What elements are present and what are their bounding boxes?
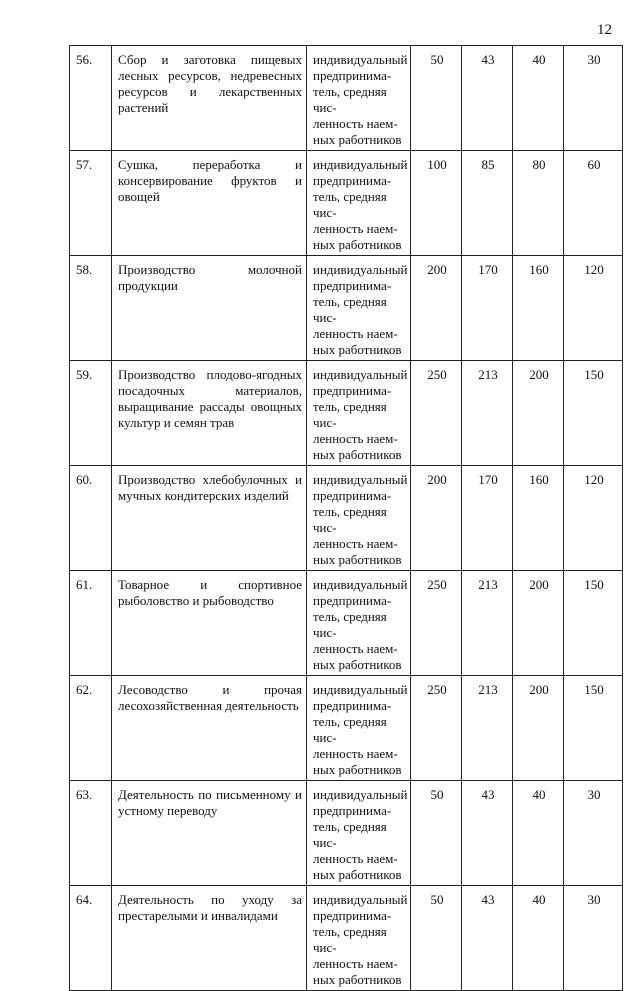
rate-value-1: 50 [411,886,462,991]
page-number: 12 [597,22,612,38]
payer-line: индивидуальный [313,472,408,487]
rate-value-1: 250 [411,571,462,676]
payer-line: тель, средняя чис- [313,504,387,535]
activity-name: Сушка, переработка и консервирование фруктов и овощей [112,151,307,256]
payer-line: ных работников [313,657,402,672]
rate-value-2: 43 [462,46,513,151]
payer-category [307,676,411,781]
rate-value-3: 40 [513,781,564,886]
payer-line: ных работников [313,972,402,987]
rate-value-4: 30 [564,46,623,151]
payer-line: предпринима- [313,278,392,293]
row-number: 63. [70,781,112,886]
rate-value-3: 160 [513,256,564,361]
rate-value-2: 213 [462,361,513,466]
rate-value-4: 120 [564,256,623,361]
rate-value-1: 50 [411,781,462,886]
payer-line: тель, средняя чис- [313,609,387,640]
tax-rates-table [69,45,623,991]
payer-line: тель, средняя чис- [313,189,387,220]
rate-value-3: 40 [513,46,564,151]
table-row [70,361,623,466]
rate-value-4: 150 [564,676,623,781]
table-row [70,46,623,151]
payer-category [307,571,411,676]
payer-line: предпринима- [313,68,392,83]
row-number: 57. [70,151,112,256]
rate-value-2: 170 [462,256,513,361]
payer-line: ленность наем- [313,851,398,866]
rate-value-3: 80 [513,151,564,256]
payer-line: ных работников [313,552,402,567]
payer-line: тель, средняя чис- [313,294,387,325]
payer-line: ных работников [313,867,402,882]
payer-line: ленность наем- [313,746,398,761]
payer-line: индивидуальный [313,262,408,277]
payer-line: ных работников [313,237,402,252]
table-row [70,676,623,781]
payer-line: индивидуальный [313,367,408,382]
table-body [70,46,623,991]
table-row [70,256,623,361]
rate-value-2: 170 [462,466,513,571]
payer-category [307,466,411,571]
payer-line: тель, средняя чис- [313,924,387,955]
activity-name: Деятельность по письменному и устному переводу [112,781,307,886]
payer-line: ленность наем- [313,431,398,446]
activity-name: Деятельность по уходу за престарелыми и инвалидами [112,886,307,991]
rate-value-4: 30 [564,781,623,886]
table-row [70,886,623,991]
rate-value-4: 150 [564,361,623,466]
payer-line: ленность наем- [313,326,398,341]
table-row [70,151,623,256]
activity-name: Производство плодово-ягодных посадочных материалов, выращивание рассады овощных культур и семян трав [112,361,307,466]
rate-value-1: 200 [411,466,462,571]
payer-line: ных работников [313,447,402,462]
payer-line: тель, средняя чис- [313,819,387,850]
activity-name: Производство молочной продукции [112,256,307,361]
rate-value-3: 160 [513,466,564,571]
payer-line: тель, средняя чис- [313,714,387,745]
table-row [70,781,623,886]
row-number: 61. [70,571,112,676]
rate-value-1: 250 [411,361,462,466]
payer-line: ленность наем- [313,116,398,131]
payer-line: ных работников [313,342,402,357]
payer-category [307,256,411,361]
rate-value-3: 200 [513,571,564,676]
activity-name: Лесоводство и прочая лесохозяйственная деятельность [112,676,307,781]
rate-value-1: 250 [411,676,462,781]
payer-category [307,886,411,991]
payer-line: ных работников [313,132,402,147]
rate-value-3: 200 [513,361,564,466]
rate-value-2: 43 [462,886,513,991]
payer-line: предпринима- [313,908,392,923]
rate-value-2: 213 [462,571,513,676]
payer-category [307,781,411,886]
rate-value-4: 30 [564,886,623,991]
rate-value-4: 60 [564,151,623,256]
rate-value-1: 100 [411,151,462,256]
rate-value-2: 85 [462,151,513,256]
payer-line: ленность наем- [313,956,398,971]
payer-line: индивидуальный [313,52,408,67]
payer-line: индивидуальный [313,892,408,907]
row-number: 62. [70,676,112,781]
rate-value-4: 150 [564,571,623,676]
activity-name: Производство хлебобулочных и мучных кондитерских изделий [112,466,307,571]
payer-line: индивидуальный [313,157,408,172]
rate-value-4: 120 [564,466,623,571]
payer-line: тель, средняя чис- [313,84,387,115]
rate-value-1: 200 [411,256,462,361]
row-number: 60. [70,466,112,571]
payer-line: индивидуальный [313,577,408,592]
activity-name: Сбор и заготовка пищевых лесных ресурсов, недревесных ресурсов и лекарственных растений [112,46,307,151]
rate-value-2: 43 [462,781,513,886]
row-number: 56. [70,46,112,151]
row-number: 59. [70,361,112,466]
payer-line: предпринима- [313,698,392,713]
payer-line: ных работников [313,762,402,777]
payer-line: индивидуальный [313,682,408,697]
payer-category [307,46,411,151]
rate-value-3: 200 [513,676,564,781]
payer-line: тель, средняя чис- [313,399,387,430]
payer-line: предпринима- [313,488,392,503]
row-number: 58. [70,256,112,361]
rate-value-1: 50 [411,46,462,151]
row-number: 64. [70,886,112,991]
payer-line: предпринима- [313,173,392,188]
payer-line: предпринима- [313,803,392,818]
payer-category [307,361,411,466]
rate-value-3: 40 [513,886,564,991]
payer-line: ленность наем- [313,641,398,656]
activity-name: Товарное и спортивное рыболовство и рыбоводство [112,571,307,676]
rate-value-2: 213 [462,676,513,781]
payer-category [307,151,411,256]
payer-line: ленность наем- [313,536,398,551]
payer-line: индивидуальный [313,787,408,802]
table-row [70,466,623,571]
payer-line: предпринима- [313,593,392,608]
payer-line: ленность наем- [313,221,398,236]
table-row [70,571,623,676]
payer-line: предпринима- [313,383,392,398]
